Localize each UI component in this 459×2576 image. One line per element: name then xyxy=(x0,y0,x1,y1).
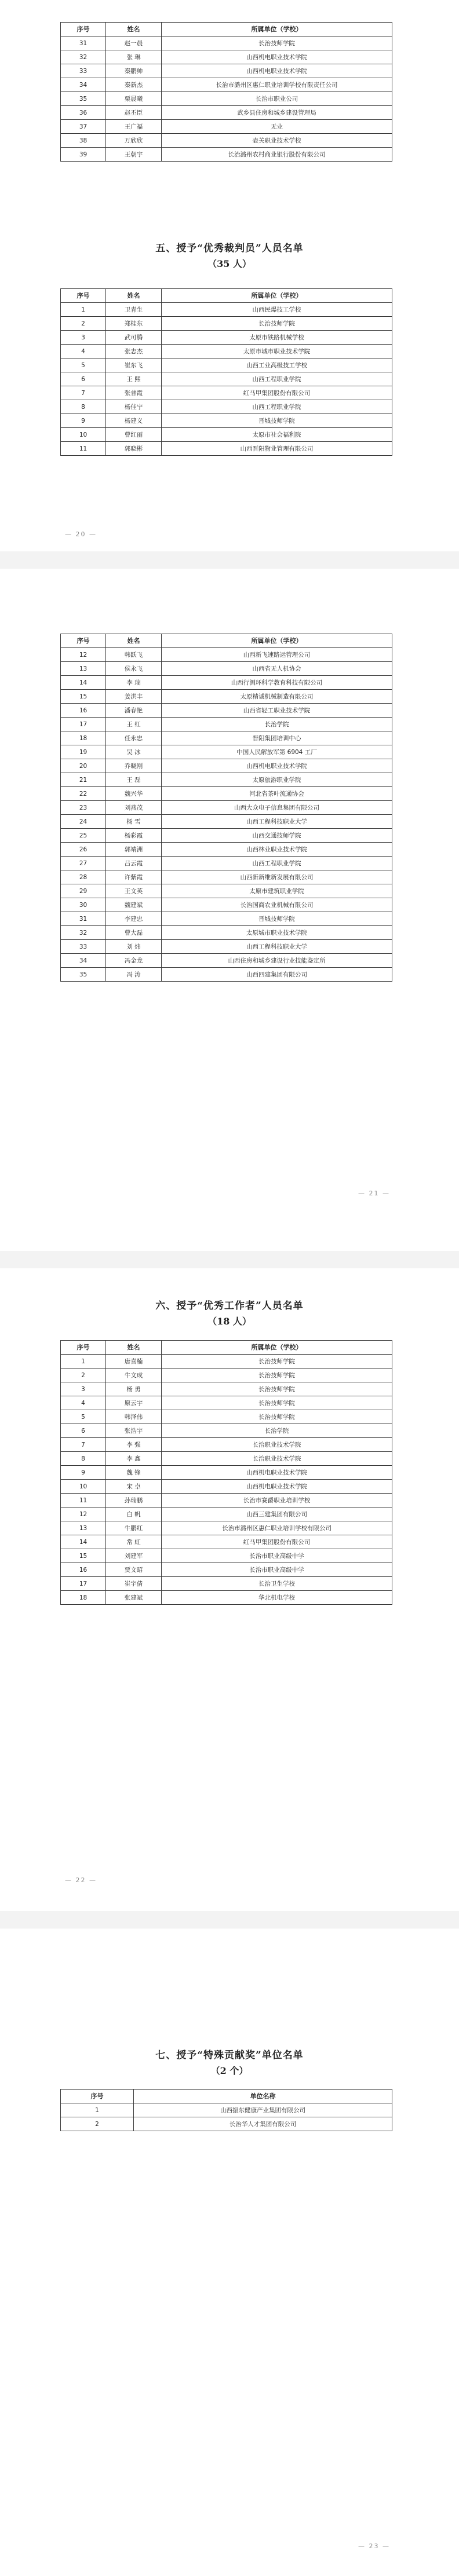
section-count-referee: （35 人） xyxy=(207,258,252,269)
cell-unit: 长治技师学院 xyxy=(162,1410,392,1424)
cell-no: 5 xyxy=(61,358,106,372)
cell-name: 李 瑞 xyxy=(106,676,162,690)
table-row xyxy=(61,662,392,676)
table-row xyxy=(61,317,392,331)
cell-no: 1 xyxy=(61,303,106,317)
cell-unit: 长治技师学院 xyxy=(162,1382,392,1396)
table-row xyxy=(61,815,392,829)
cell-unit: 山西机电职业技术学院 xyxy=(162,1480,392,1494)
page-number: — 21 — xyxy=(358,1190,390,1197)
cell-unit: 太原市城市职业技术学院 xyxy=(162,345,392,358)
col-header-no: 序号 xyxy=(61,2090,134,2103)
cell-name: 张 琳 xyxy=(106,50,162,64)
cell-name: 李建忠 xyxy=(106,912,162,926)
table-row xyxy=(61,1410,392,1424)
table-row xyxy=(61,1438,392,1452)
col-header-name: 姓名 xyxy=(106,634,162,648)
table-row xyxy=(61,120,392,134)
table-row xyxy=(61,704,392,718)
cell-unit: 中国人民解放军第 6904 工厂 xyxy=(162,745,392,759)
col-header-no: 序号 xyxy=(61,289,106,303)
table-row xyxy=(61,968,392,982)
cell-unit: 长治技师学院 xyxy=(162,1368,392,1382)
cell-no: 13 xyxy=(61,1521,106,1535)
cell-unit: 长治学院 xyxy=(162,1424,392,1438)
table-row xyxy=(61,1577,392,1591)
cell-unit: 山西机电职业技术学院 xyxy=(162,1466,392,1480)
document-page-20 xyxy=(0,0,459,551)
cell-name: 王广福 xyxy=(106,120,162,134)
col-header-no: 序号 xyxy=(61,23,106,36)
col-header-no: 序号 xyxy=(61,1341,106,1355)
table-row xyxy=(61,829,392,843)
table-row xyxy=(61,442,392,456)
cell-no: 14 xyxy=(61,676,106,690)
col-header-unit-name: 单位名称 xyxy=(134,2090,392,2103)
cell-no: 19 xyxy=(61,745,106,759)
cell-unit: 长治市潞州区惠仁职业培训学校有限责任公司 xyxy=(162,78,392,92)
cell-name: 杨 勇 xyxy=(106,1382,162,1396)
cell-name: 贾文昭 xyxy=(106,1563,162,1577)
cell-unit: 山西四建集团有限公司 xyxy=(162,968,392,982)
cell-no: 15 xyxy=(61,1549,106,1563)
cell-name: 牛文成 xyxy=(106,1368,162,1382)
cell-unit: 山西工程职业学院 xyxy=(162,857,392,870)
cell-no: 2 xyxy=(61,2117,134,2131)
table-row xyxy=(61,1355,392,1368)
document-page-21 xyxy=(0,569,459,1251)
cell-unit: 山西省无人机协会 xyxy=(162,662,392,676)
cell-unit: 长治国商农业机械有限公司 xyxy=(162,898,392,912)
cell-no: 12 xyxy=(61,1507,106,1521)
cell-unit: 山西三建集团有限公司 xyxy=(162,1507,392,1521)
cell-unit: 山西新新维新发展有限公司 xyxy=(162,870,392,884)
cell-name: 冯 涛 xyxy=(106,968,162,982)
cell-no: 7 xyxy=(61,1438,106,1452)
cell-unit: 山西机电职业技术学院 xyxy=(162,50,392,64)
table-row xyxy=(61,1591,392,1605)
cell-name: 乔晓刚 xyxy=(106,759,162,773)
cell-unit: 华北机电学校 xyxy=(162,1591,392,1605)
cell-name: 唐喜楠 xyxy=(106,1355,162,1368)
cell-name: 李 鑫 xyxy=(106,1452,162,1466)
cell-name: 李 强 xyxy=(106,1438,162,1452)
cell-unit: 山西住房和城乡建设行业技能鉴定所 xyxy=(162,954,392,968)
table-row xyxy=(61,884,392,898)
cell-no: 4 xyxy=(61,1396,106,1410)
cell-unit: 长治职业技术学院 xyxy=(162,1452,392,1466)
cell-no: 10 xyxy=(61,1480,106,1494)
cell-name: 魏兴华 xyxy=(106,787,162,801)
table-header-row xyxy=(61,2090,392,2103)
cell-no: 32 xyxy=(61,926,106,940)
cell-no: 33 xyxy=(61,940,106,954)
cell-no: 35 xyxy=(61,92,106,106)
cell-name: 白 帆 xyxy=(106,1507,162,1521)
cell-unit: 山西晋阳物业管理有限公司 xyxy=(162,442,392,456)
cell-no: 14 xyxy=(61,1535,106,1549)
cell-name: 宋 卓 xyxy=(106,1480,162,1494)
cell-no: 34 xyxy=(61,954,106,968)
cell-unit: 太原精诚机械制造有限公司 xyxy=(162,690,392,704)
cell-name: 杨佳宁 xyxy=(106,400,162,414)
cell-unit: 长治职业技术学院 xyxy=(162,1438,392,1452)
col-header-name: 姓名 xyxy=(106,1341,162,1355)
table-row xyxy=(61,345,392,358)
cell-no: 33 xyxy=(61,64,106,78)
cell-name: 侯永飞 xyxy=(106,662,162,676)
cell-no: 29 xyxy=(61,884,106,898)
cell-unit: 长治市职业高级中学 xyxy=(162,1549,392,1563)
cell-unit: 山西行测环科学教育科技有限公司 xyxy=(162,676,392,690)
cell-name: 王文英 xyxy=(106,884,162,898)
cell-no: 18 xyxy=(61,1591,106,1605)
cell-unit: 长治技师学院 xyxy=(162,1355,392,1368)
cell-unit: 山西林业职业技术学院 xyxy=(162,843,392,857)
cell-no: 1 xyxy=(61,1355,106,1368)
cell-name: 任永忠 xyxy=(106,731,162,745)
cell-no: 9 xyxy=(61,1466,106,1480)
cell-name: 刘建军 xyxy=(106,1549,162,1563)
cell-name: 吕云霞 xyxy=(106,857,162,870)
cell-unit: 山西机电职业技术学院 xyxy=(162,64,392,78)
table-row xyxy=(61,134,392,148)
cell-name: 杨建义 xyxy=(106,414,162,428)
cell-no: 4 xyxy=(61,345,106,358)
cell-no: 28 xyxy=(61,870,106,884)
table-row xyxy=(61,1521,392,1535)
cell-no: 20 xyxy=(61,759,106,773)
cell-unit: 长治华人才集团有限公司 xyxy=(134,2117,392,2131)
cell-name: 万欣欣 xyxy=(106,134,162,148)
cell-no: 2 xyxy=(61,317,106,331)
cell-unit: 太原市社会福利院 xyxy=(162,428,392,442)
cell-no: 6 xyxy=(61,372,106,386)
cell-name: 王朝宇 xyxy=(106,148,162,162)
cell-no: 17 xyxy=(61,1577,106,1591)
document-page-23 xyxy=(0,1929,459,2576)
table-header-row xyxy=(61,23,392,36)
cell-no: 39 xyxy=(61,148,106,162)
cell-unit: 晋城技师学院 xyxy=(162,912,392,926)
cell-name: 韩跃飞 xyxy=(106,648,162,662)
table-row xyxy=(61,1368,392,1382)
cell-unit: 红马甲集团股份有限公司 xyxy=(162,1535,392,1549)
table-row xyxy=(61,1494,392,1507)
cell-name: 张建斌 xyxy=(106,1591,162,1605)
cell-no: 16 xyxy=(61,1563,106,1577)
cell-unit: 太原市铁路机械学校 xyxy=(162,331,392,345)
cell-name: 曹大磊 xyxy=(106,926,162,940)
table-row xyxy=(61,400,392,414)
table-row xyxy=(61,36,392,50)
table-row xyxy=(61,331,392,345)
cell-name: 常 虹 xyxy=(106,1535,162,1549)
cell-unit: 山西民爆技工学校 xyxy=(162,303,392,317)
table-row xyxy=(61,372,392,386)
cell-no: 22 xyxy=(61,787,106,801)
table-row xyxy=(61,1396,392,1410)
cell-no: 27 xyxy=(61,857,106,870)
cell-no: 30 xyxy=(61,898,106,912)
cell-no: 1 xyxy=(61,2103,134,2117)
table-row xyxy=(61,303,392,317)
page-number: — 20 — xyxy=(65,530,97,538)
cell-name: 王 磊 xyxy=(106,773,162,787)
table-row xyxy=(61,718,392,731)
cell-name: 张浩宇 xyxy=(106,1424,162,1438)
roster-table-contribution xyxy=(60,2089,392,2131)
cell-name: 姜洪丰 xyxy=(106,690,162,704)
cell-no: 7 xyxy=(61,386,106,400)
cell-unit: 长治技师学院 xyxy=(162,317,392,331)
cell-name: 杨彩霞 xyxy=(106,829,162,843)
section-title-referee: 五、授予“优秀裁判员”人员名单 xyxy=(155,243,304,254)
table-row xyxy=(61,676,392,690)
cell-name: 冯金龙 xyxy=(106,954,162,968)
table-row xyxy=(61,898,392,912)
table-row xyxy=(61,926,392,940)
cell-name: 秦鹏帅 xyxy=(106,64,162,78)
cell-name: 郭晓彬 xyxy=(106,442,162,456)
cell-unit: 山西振东健康产业集团有限公司 xyxy=(134,2103,392,2117)
table-row xyxy=(61,1466,392,1480)
cell-name: 栗晨曦 xyxy=(106,92,162,106)
section-count-contribution: （2 个） xyxy=(210,2065,249,2076)
cell-name: 牛鹏红 xyxy=(106,1521,162,1535)
cell-name: 韩泽伟 xyxy=(106,1410,162,1424)
cell-no: 18 xyxy=(61,731,106,745)
cell-name: 原云宇 xyxy=(106,1396,162,1410)
cell-unit: 晋城技师学院 xyxy=(162,414,392,428)
section-count-staff: （18 人） xyxy=(207,1316,252,1327)
cell-name: 赵丕臣 xyxy=(106,106,162,120)
roster-table-continued xyxy=(60,22,392,162)
cell-no: 26 xyxy=(61,843,106,857)
col-header-no: 序号 xyxy=(61,634,106,648)
cell-name: 王 红 xyxy=(106,718,162,731)
cell-no: 13 xyxy=(61,662,106,676)
table-row xyxy=(61,1535,392,1549)
cell-no: 11 xyxy=(61,442,106,456)
table-row xyxy=(61,1549,392,1563)
col-header-unit: 所属单位（学校） xyxy=(162,634,392,648)
cell-no: 3 xyxy=(61,331,106,345)
cell-unit: 红马甲集团股份有限公司 xyxy=(162,386,392,400)
table-row xyxy=(61,1563,392,1577)
cell-no: 38 xyxy=(61,134,106,148)
section-title-staff: 六、授予“优秀工作者”人员名单 xyxy=(155,1300,304,1312)
cell-unit: 晋阳集团培训中心 xyxy=(162,731,392,745)
cell-unit: 河北省茶叶流通协会 xyxy=(162,787,392,801)
cell-unit: 山西工业高级技工学校 xyxy=(162,358,392,372)
cell-unit: 长治市职业公司 xyxy=(162,92,392,106)
cell-name: 郭靖洲 xyxy=(106,843,162,857)
table-row xyxy=(61,92,392,106)
cell-unit: 武乡县住房和城乡建设管理局 xyxy=(162,106,392,120)
cell-no: 34 xyxy=(61,78,106,92)
cell-name: 刘 炜 xyxy=(106,940,162,954)
cell-unit: 长治技师学院 xyxy=(162,36,392,50)
cell-unit: 山西工程职业学院 xyxy=(162,372,392,386)
cell-no: 2 xyxy=(61,1368,106,1382)
cell-name: 刘燕茂 xyxy=(106,801,162,815)
cell-unit: 长治技师学院 xyxy=(162,1396,392,1410)
cell-name: 崔东飞 xyxy=(106,358,162,372)
cell-unit: 山西省轻工职业技术学院 xyxy=(162,704,392,718)
table-row xyxy=(61,1480,392,1494)
table-row xyxy=(61,64,392,78)
table-row xyxy=(61,1382,392,1396)
cell-name: 杨 雪 xyxy=(106,815,162,829)
col-header-name: 姓名 xyxy=(106,289,162,303)
table-row xyxy=(61,745,392,759)
table-row xyxy=(61,148,392,162)
cell-unit: 长治市职业高级中学 xyxy=(162,1563,392,1577)
table-row xyxy=(61,78,392,92)
cell-no: 31 xyxy=(61,912,106,926)
roster-table-referee xyxy=(60,288,392,456)
cell-no: 6 xyxy=(61,1424,106,1438)
cell-no: 21 xyxy=(61,773,106,787)
col-header-unit: 所属单位（学校） xyxy=(162,23,392,36)
cell-no: 8 xyxy=(61,400,106,414)
table-row xyxy=(61,428,392,442)
cell-unit: 长治学院 xyxy=(162,718,392,731)
table-row xyxy=(61,801,392,815)
cell-unit: 长治市潞州区惠仁职业培训学校有限公司 xyxy=(162,1521,392,1535)
cell-name: 魏建斌 xyxy=(106,898,162,912)
table-row xyxy=(61,1452,392,1466)
cell-no: 24 xyxy=(61,815,106,829)
cell-unit: 长治潞州农村商业银行股份有限公司 xyxy=(162,148,392,162)
cell-name: 郑桂东 xyxy=(106,317,162,331)
cell-no: 17 xyxy=(61,718,106,731)
cell-no: 3 xyxy=(61,1382,106,1396)
cell-name: 武可腾 xyxy=(106,331,162,345)
cell-unit: 长治卫生学校 xyxy=(162,1577,392,1591)
cell-name: 孙瑞鹏 xyxy=(106,1494,162,1507)
cell-no: 9 xyxy=(61,414,106,428)
table-row xyxy=(61,773,392,787)
table-row xyxy=(61,857,392,870)
cell-unit: 山西工程科技职业大学 xyxy=(162,815,392,829)
cell-unit: 太原市建筑职业学院 xyxy=(162,884,392,898)
table-row xyxy=(61,870,392,884)
table-row xyxy=(61,912,392,926)
cell-unit: 太原城市职业技术学院 xyxy=(162,926,392,940)
table-row xyxy=(61,106,392,120)
cell-unit: 山西工程职业学院 xyxy=(162,400,392,414)
cell-name: 秦新杰 xyxy=(106,78,162,92)
cell-name: 卫青生 xyxy=(106,303,162,317)
cell-name: 赵一晨 xyxy=(106,36,162,50)
cell-no: 36 xyxy=(61,106,106,120)
cell-name: 曹红丽 xyxy=(106,428,162,442)
table-row xyxy=(61,358,392,372)
cell-unit: 山西交通技师学院 xyxy=(162,829,392,843)
cell-name: 吴 冰 xyxy=(106,745,162,759)
cell-name: 张志杰 xyxy=(106,345,162,358)
cell-unit: 山西大众电子信息集团有限公司 xyxy=(162,801,392,815)
cell-no: 23 xyxy=(61,801,106,815)
cell-unit: 太原旅游职业学院 xyxy=(162,773,392,787)
table-row xyxy=(61,386,392,400)
table-row xyxy=(61,954,392,968)
table-row xyxy=(61,940,392,954)
table-row xyxy=(61,2103,392,2117)
cell-no: 25 xyxy=(61,829,106,843)
cell-no: 35 xyxy=(61,968,106,982)
cell-no: 31 xyxy=(61,36,106,50)
cell-name: 魏 锋 xyxy=(106,1466,162,1480)
cell-no: 8 xyxy=(61,1452,106,1466)
cell-name: 潘春艳 xyxy=(106,704,162,718)
cell-unit: 无业 xyxy=(162,120,392,134)
table-header-row xyxy=(61,1341,392,1355)
cell-no: 5 xyxy=(61,1410,106,1424)
table-row xyxy=(61,1424,392,1438)
cell-name: 王 熙 xyxy=(106,372,162,386)
cell-no: 11 xyxy=(61,1494,106,1507)
cell-unit: 山西机电职业技术学院 xyxy=(162,759,392,773)
cell-no: 37 xyxy=(61,120,106,134)
table-row xyxy=(61,50,392,64)
table-row xyxy=(61,414,392,428)
table-row xyxy=(61,759,392,773)
table-row xyxy=(61,1507,392,1521)
cell-unit: 山西工程科技职业大学 xyxy=(162,940,392,954)
roster-table-referee-continued xyxy=(60,634,392,982)
table-header-row xyxy=(61,289,392,303)
cell-unit: 长治市赛爵职业培训学校 xyxy=(162,1494,392,1507)
section-title-contribution: 七、授予“特殊贡献奖”单位名单 xyxy=(155,2050,304,2061)
table-row xyxy=(61,731,392,745)
table-row xyxy=(61,843,392,857)
table-row xyxy=(61,2117,392,2131)
cell-unit: 壶关职业技术学校 xyxy=(162,134,392,148)
cell-no: 32 xyxy=(61,50,106,64)
table-row xyxy=(61,787,392,801)
document-page-22 xyxy=(0,1268,459,1911)
col-header-unit: 所属单位（学校） xyxy=(162,289,392,303)
roster-table-staff xyxy=(60,1340,392,1605)
table-row xyxy=(61,648,392,662)
cell-no: 15 xyxy=(61,690,106,704)
cell-no: 12 xyxy=(61,648,106,662)
col-header-name: 姓名 xyxy=(106,23,162,36)
cell-no: 16 xyxy=(61,704,106,718)
col-header-unit: 所属单位（学校） xyxy=(162,1341,392,1355)
table-row xyxy=(61,690,392,704)
cell-no: 10 xyxy=(61,428,106,442)
table-header-row xyxy=(61,634,392,648)
cell-name: 张普霞 xyxy=(106,386,162,400)
page-number: — 22 — xyxy=(65,1876,97,1884)
page-number: — 23 — xyxy=(358,2542,390,2550)
cell-name: 许紫霞 xyxy=(106,870,162,884)
cell-name: 崔宇倩 xyxy=(106,1577,162,1591)
cell-unit: 山西新飞速路运管理公司 xyxy=(162,648,392,662)
